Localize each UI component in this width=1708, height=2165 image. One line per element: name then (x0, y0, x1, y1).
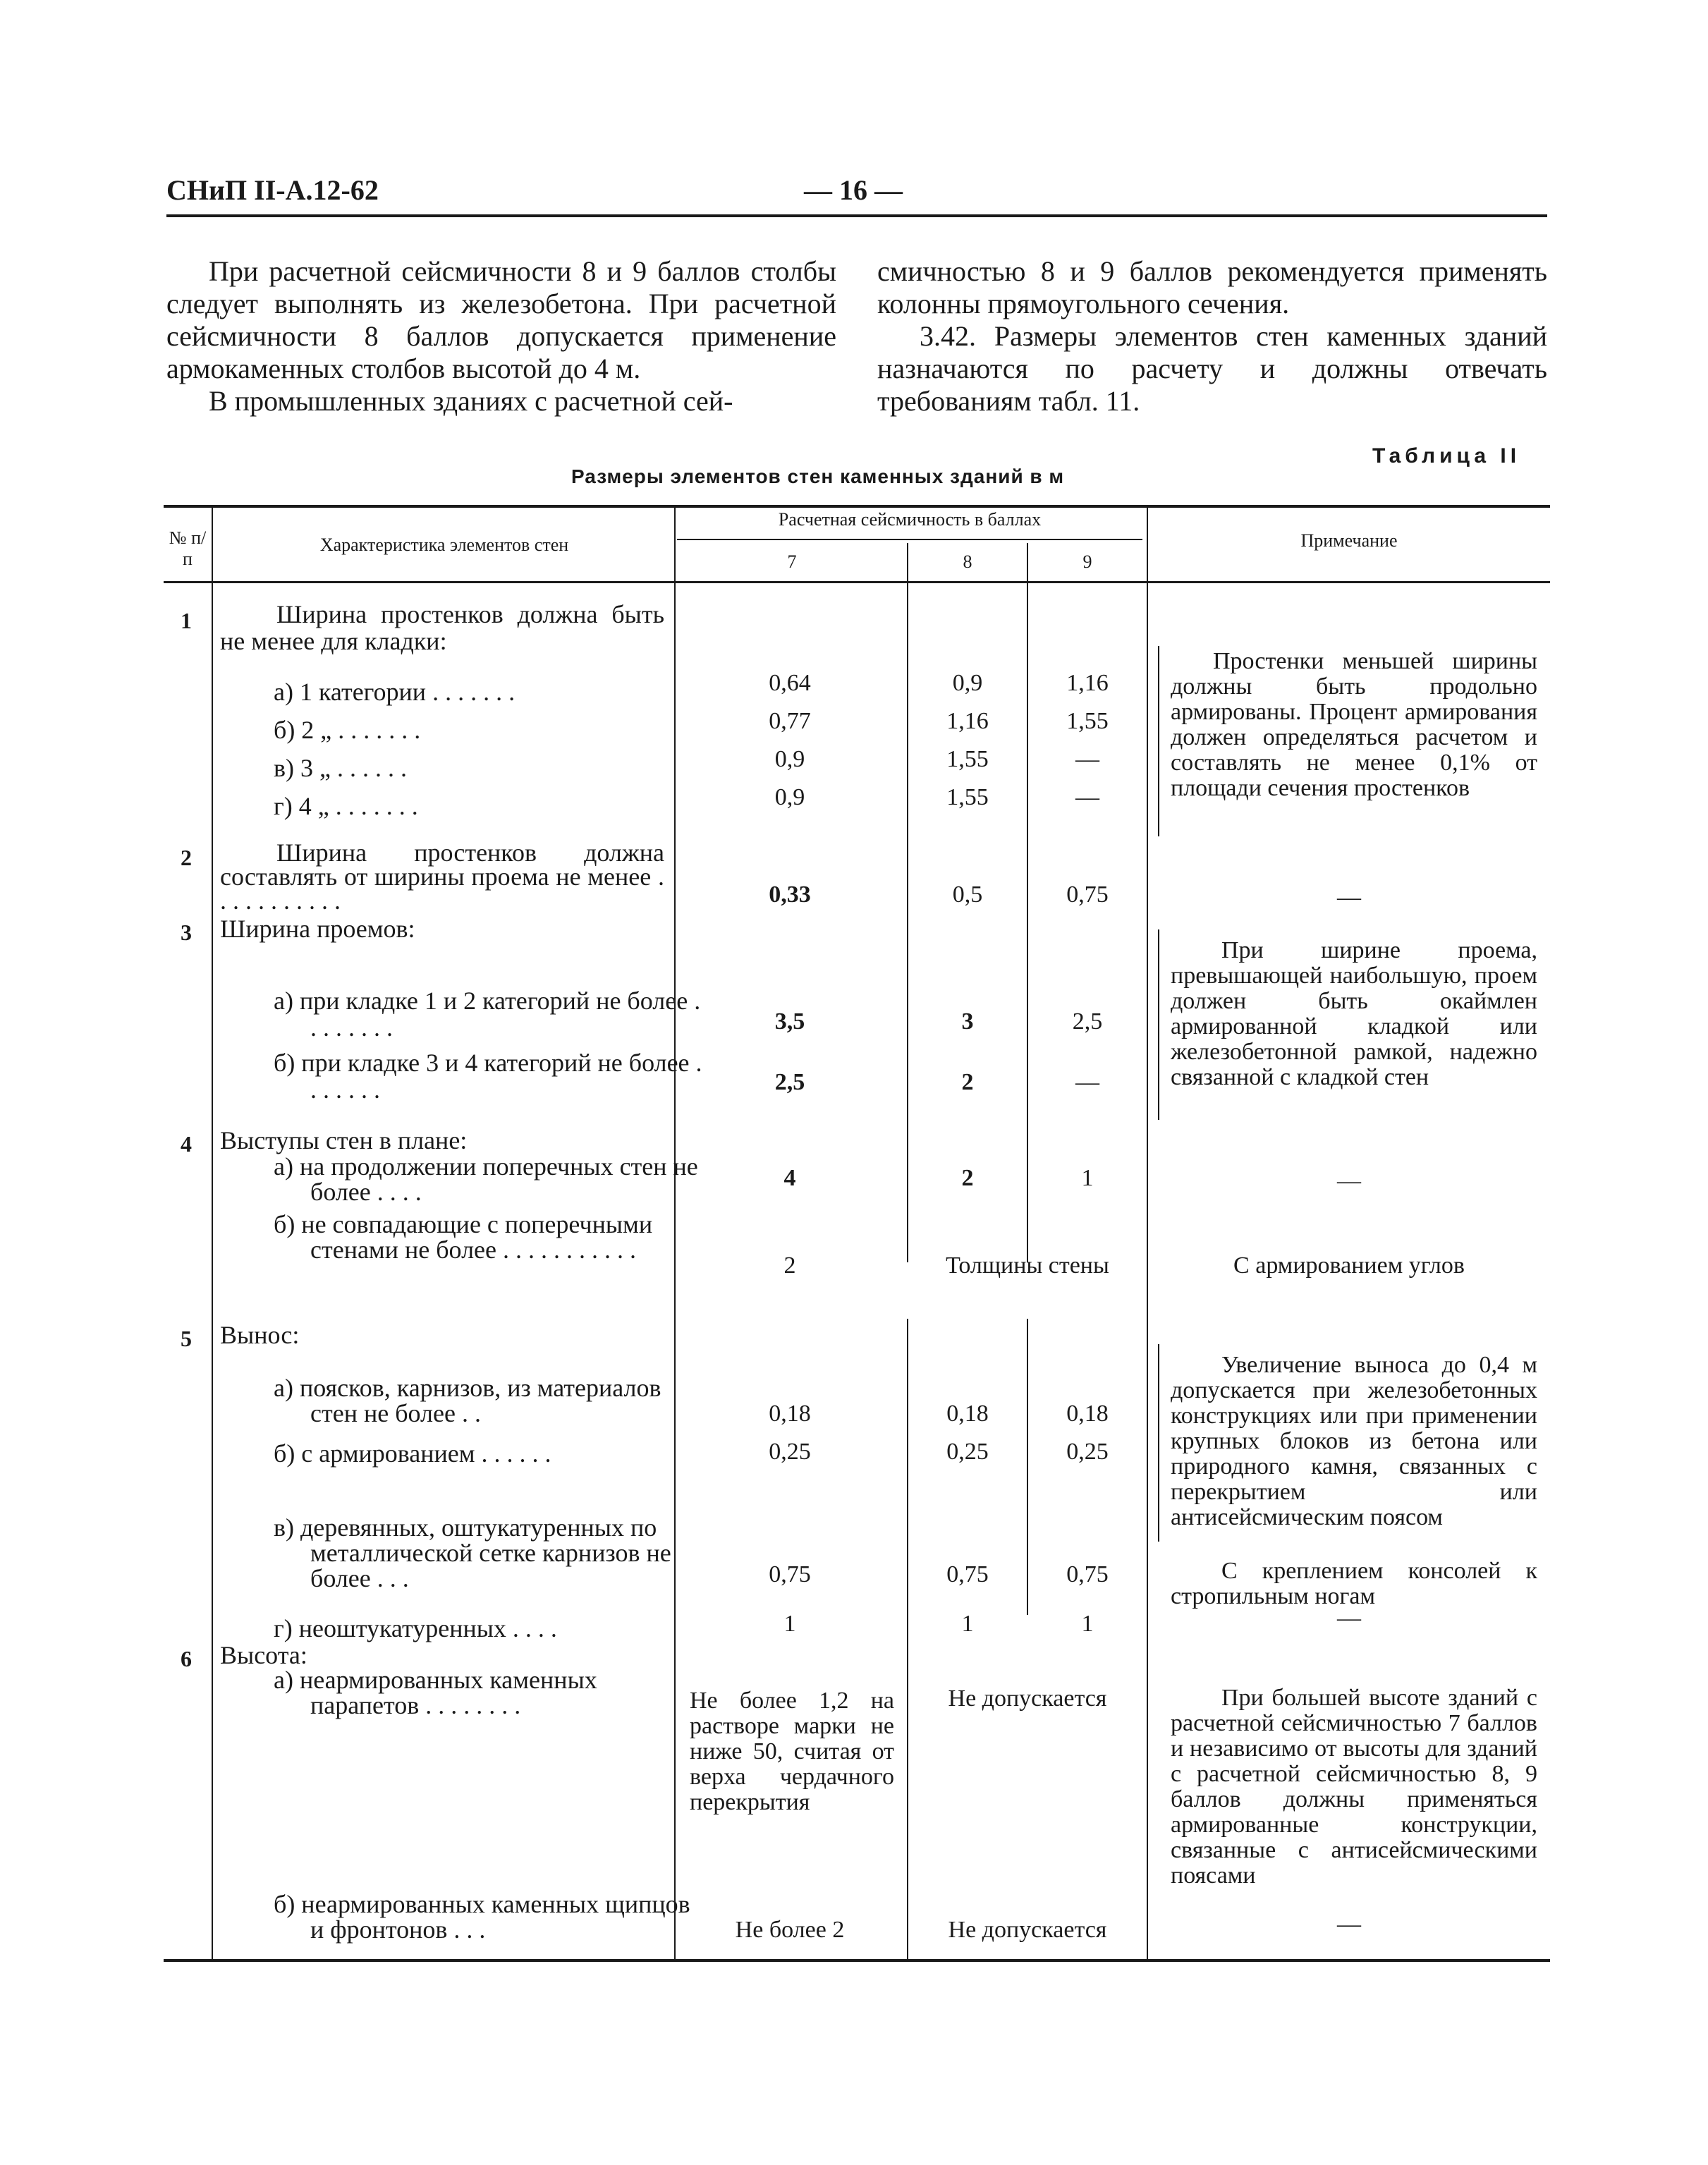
row-item: а) при кладке 1 и 2 категорий не более . . . . . . . . (274, 987, 701, 1042)
row-item: б) 2 „ . . . . . . . (274, 716, 421, 744)
value-8: 1,55 (946, 746, 989, 772)
value-7: 0,64 (769, 670, 811, 696)
row-item: а) на продолжении поперечных стен не более . . . . (274, 1152, 698, 1206)
value-9: 1 (1081, 1611, 1094, 1637)
header-seismicity: Расчетная сейсмичность в баллах (778, 509, 1042, 530)
note-brace (1158, 1344, 1159, 1542)
row-text: Ширина простенков должна составлять от ширины проема не менее . . . . . . . . . . . (220, 838, 664, 915)
row-item: в) 3 „ . . . . . . (274, 754, 407, 782)
row-note: — (1337, 1168, 1361, 1194)
row-item: г) неоштукатуренных . . . . (274, 1614, 557, 1642)
header-note: Примечание (1300, 530, 1398, 551)
row-number: 4 (181, 1131, 192, 1157)
value-7: 0,77 (769, 708, 811, 734)
value-7: 0,75 (769, 1561, 811, 1587)
value-7: 0,9 (774, 784, 805, 810)
value-8-9: Не допускается (948, 1917, 1107, 1943)
value-7: 2 (783, 1252, 796, 1279)
col-divider (1147, 508, 1148, 1960)
header-rule (166, 214, 1547, 217)
row-note: — (1337, 1605, 1361, 1631)
value-7: 0,33 (769, 882, 811, 908)
value-9: 2,5 (1072, 1008, 1103, 1035)
value-8-9: Толщины стены (946, 1252, 1109, 1279)
value-8: 0,75 (946, 1561, 989, 1587)
document-code: СНиП II-А.12-62 (166, 174, 379, 206)
table-bottom-rule (164, 1959, 1550, 1962)
row-number: 6 (181, 1646, 192, 1671)
value-8: 0,5 (952, 882, 983, 908)
row-item: г) 4 „ . . . . . . . (274, 792, 418, 820)
row-item: а) неармированных каменных парапетов . . . . . . . . (274, 1666, 597, 1719)
row-note: С армированием углов (1233, 1252, 1465, 1279)
row-text: Выступы стен в плане: (220, 1126, 468, 1154)
header-seismicity-9: 9 (1082, 551, 1092, 572)
row-note: При ширине проема, превышающей наибольшую, проем должен быть окаймлен армированной кладкой или железобетонной рамкой, надежно связанной с кладкой стен (1171, 937, 1537, 1090)
paragraph: 3.42. Размеры элементов стен каменных зданий назначаются по расчету и должны отвечать требованиям табл. 11. (877, 320, 1547, 417)
paragraph: В промышленных зданиях с расчетной сей- (209, 385, 733, 417)
row-item: в) деревянных, оштукатуренных по металлической сетке карнизов не более . . . (274, 1513, 671, 1592)
value-8: 1,16 (946, 708, 989, 734)
header-characteristic: Характеристика элементов стен (319, 535, 569, 555)
value-8: 0,25 (946, 1439, 989, 1465)
value-8: 0,9 (952, 670, 983, 696)
value-8: 1 (961, 1611, 974, 1637)
text-column-right (877, 255, 1547, 417)
row-item: б) с армированием . . . . . . (274, 1439, 551, 1468)
row-text: Ширина простенков должна быть не менее для кладки: (220, 600, 664, 655)
text-column-left (166, 255, 836, 417)
note-brace (1158, 929, 1159, 1120)
paragraph: При расчетной сейсмичности 8 и 9 баллов столбы следует выполнять из железобетона. При расчетной сейсмичности 8 баллов допускается применение армокаменных столбов высотой до 4 м. (166, 255, 836, 384)
row-number: 1 (181, 608, 192, 633)
value-8: 0,18 (946, 1401, 989, 1427)
value-8: 2 (961, 1165, 974, 1191)
row-note: — (1337, 1911, 1361, 1937)
note-brace (1158, 646, 1159, 836)
row-item: б) при кладке 3 и 4 категорий не более . . . . . . . (274, 1049, 702, 1104)
row-note: С креплением консолей к стропильным ногам (1171, 1558, 1537, 1609)
table-title: Размеры элементов стен каменных зданий в м (571, 465, 1065, 487)
header-seismicity-8: 8 (963, 551, 972, 572)
header-num: № п/п (169, 527, 207, 569)
col-divider (212, 508, 213, 1960)
header-seismicity-7: 7 (787, 551, 797, 572)
row-note: Увеличение выноса до 0,4 м допускается при железобетонных конструкциях или при применении крупных блоков из бетона или природного камня, связанных с перекрытием или антисейсмическим поясом (1171, 1352, 1537, 1530)
value-9: 0,75 (1066, 1561, 1109, 1587)
value-8: 2 (961, 1069, 974, 1095)
value-9: 0,18 (1066, 1401, 1109, 1427)
row-text: Ширина проемов: (220, 915, 415, 943)
row-note: При большей высоте зданий с расчетной сейсмичностью 7 баллов и независимо от высоты для зданий с расчетной сейсмичностью 8, 9 баллов должны применяться армированные конструкции, связанные с антисейсмическими поясами (1171, 1685, 1537, 1889)
seismic-header-rule (677, 539, 1142, 540)
value-7: 0,25 (769, 1439, 811, 1465)
row-text: Вынос: (220, 1321, 300, 1349)
row-note: — (1337, 884, 1361, 910)
value-7: 4 (783, 1165, 796, 1191)
value-8-9: Не допускается (948, 1685, 1107, 1712)
row-item: б) неармированных каменных щипцов и фронтонов . . . (274, 1890, 690, 1944)
row-number: 5 (181, 1326, 192, 1351)
value-7: 2,5 (774, 1069, 805, 1095)
row-item: а) 1 категории . . . . . . . (274, 678, 516, 706)
value-8: 3 (961, 1008, 974, 1035)
row-item: б) не совпадающие с поперечными стенами не более . . . . . . . . . . . (274, 1210, 653, 1264)
page-number: — 16 — (804, 174, 903, 206)
value-9: 1 (1081, 1165, 1094, 1191)
row-number: 2 (181, 845, 192, 870)
row-text: Высота: (220, 1641, 307, 1669)
value-7: Не более 2 (735, 1917, 845, 1943)
paragraph: смичностью 8 и 9 баллов рекомендуется применять колонны прямоугольного сечения. (877, 255, 1547, 319)
table-label: Таблица II (1372, 444, 1521, 468)
value-9: 0,75 (1066, 882, 1109, 908)
value-7: Не более 1,2 на растворе марки не ниже 50, считая от верха чердачного перекрытия (690, 1688, 894, 1815)
value-7: 0,18 (769, 1401, 811, 1427)
value-9: 0,25 (1066, 1439, 1109, 1465)
value-9: — (1075, 746, 1099, 772)
header-bottom-rule (164, 581, 1550, 583)
table-top-rule (164, 505, 1550, 508)
row-number: 3 (181, 920, 192, 945)
value-7: 0,9 (774, 746, 805, 772)
row-note: Простенки меньшей ширины должны быть продольно армированы. Процент армирования должен определяться расчетом и составлять не менее 0,1% от площади сечения простенков (1171, 648, 1537, 801)
value-9: — (1075, 1069, 1099, 1095)
value-8: 1,55 (946, 784, 989, 810)
value-9: — (1075, 784, 1099, 810)
value-7: 3,5 (774, 1008, 805, 1035)
row-item: а) поясков, карнизов, из материалов стен не более . . (274, 1374, 661, 1427)
value-9: 1,16 (1066, 670, 1109, 696)
value-9: 1,55 (1066, 708, 1109, 734)
value-7: 1 (783, 1611, 796, 1637)
